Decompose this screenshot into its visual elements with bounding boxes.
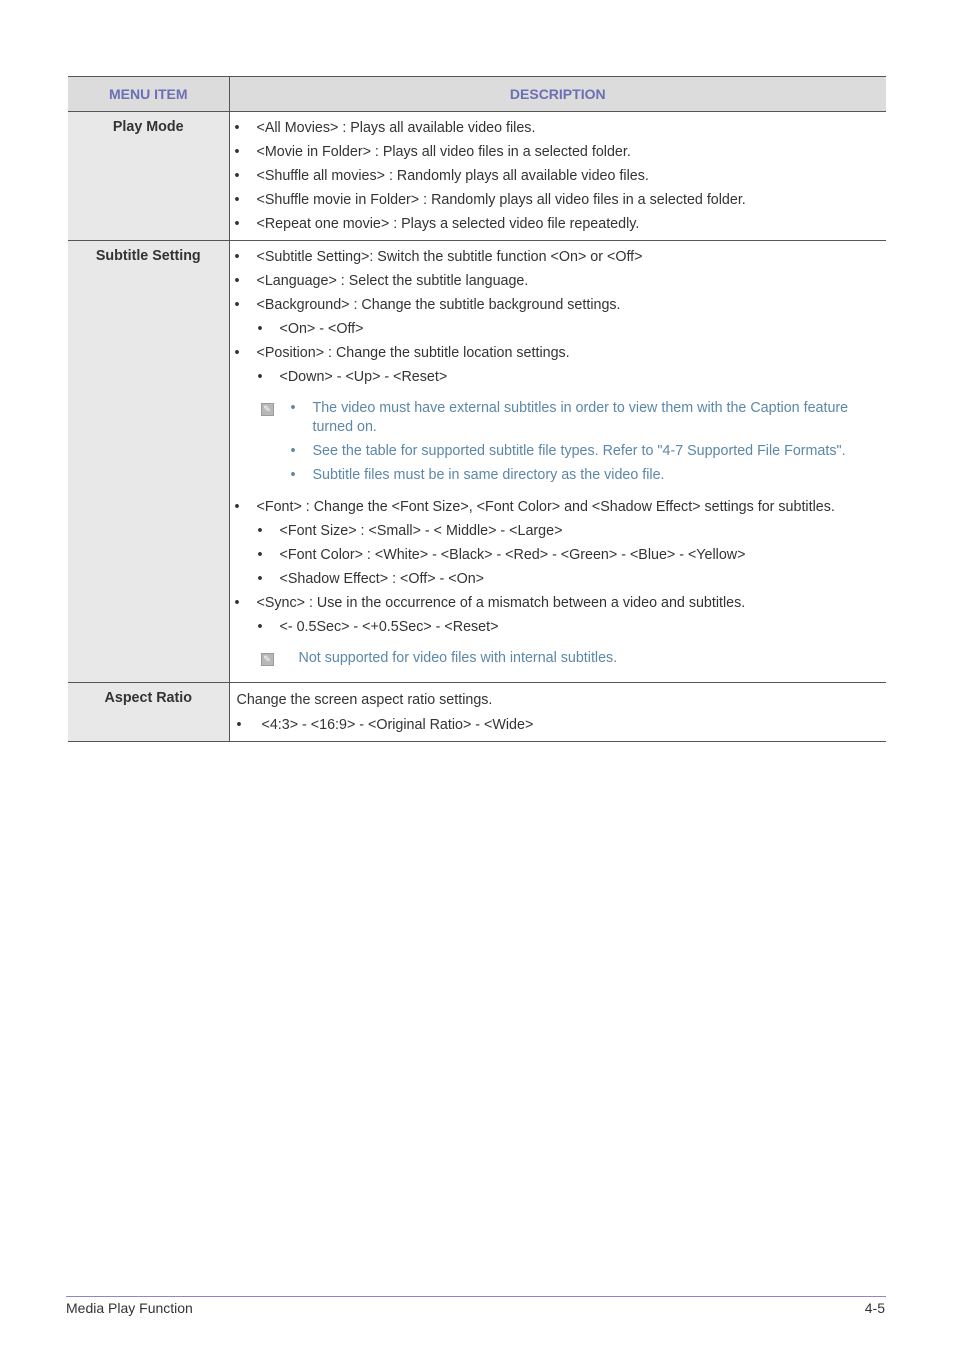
table-row-play-mode xyxy=(68,112,886,241)
list-item: • <Repeat one movie> : Plays a selected video file repeatedly. xyxy=(235,212,877,236)
list-item: • <All Movies> : Plays all available video files. xyxy=(235,116,877,140)
table-row-aspect-ratio xyxy=(68,683,886,742)
table-row-subtitle-setting xyxy=(68,241,886,683)
list-item: • <Subtitle Setting>: Switch the subtitle function <On> or <Off> xyxy=(235,245,877,269)
sub-list-item: • <Font Size> : <Small> - < Middle> - <Large> xyxy=(258,519,877,543)
menu-item-play-mode: Play Mode xyxy=(68,112,229,241)
description-intro: Change the screen aspect ratio settings. xyxy=(236,692,493,708)
list-item: • <Language> : Select the subtitle language. xyxy=(235,269,877,293)
footer-page-number: 4-5 xyxy=(864,1300,885,1316)
list-item: • <Sync> : Use in the occurrence of a mismatch between a video and subtitles. xyxy=(235,591,877,615)
note-box xyxy=(261,399,877,485)
header-menu-item: MENU ITEM xyxy=(68,77,229,112)
note-pencil-icon: ✎ xyxy=(261,653,274,666)
list-item: • <Shuffle movie in Folder> : Randomly plays all video files in a selected folder. xyxy=(235,188,877,212)
list-item: • <Font> : Change the <Font Size>, <Font Color> and <Shadow Effect> settings for subtitles. xyxy=(235,495,877,519)
list-item: • <Background> : Change the subtitle background settings. xyxy=(235,293,877,317)
note-item: • See the table for supported subtitle file types. Refer to "4-7 Supported File Formats". xyxy=(291,442,877,461)
footer-divider xyxy=(66,1296,886,1297)
menu-item-aspect-ratio: Aspect Ratio xyxy=(68,683,229,742)
note-pencil-icon: ✎ xyxy=(261,403,274,416)
description-play-mode xyxy=(229,112,886,241)
note-item: • Subtitle files must be in same directory as the video file. xyxy=(291,466,877,485)
header-description: DESCRIPTION xyxy=(229,77,886,112)
sub-list-item: • <On> - <Off> xyxy=(258,317,877,341)
menu-item-subtitle-setting: Subtitle Setting xyxy=(68,241,229,683)
sub-list-item: • <Down> - <Up> - <Reset> xyxy=(258,365,877,389)
table-header-row xyxy=(68,77,886,112)
footer-section-title: Media Play Function xyxy=(66,1300,193,1316)
note-box xyxy=(261,649,877,668)
description-subtitle-setting xyxy=(229,241,886,683)
sub-list-item: • <- 0.5Sec> - <+0.5Sec> - <Reset> xyxy=(258,615,877,639)
description-aspect-ratio xyxy=(229,683,886,742)
sub-list-item: • <Shadow Effect> : <Off> - <On> xyxy=(258,567,877,591)
sub-list-item: • <Font Color> : <White> - <Black> - <Red> - <Green> - <Blue> - <Yellow> xyxy=(258,543,877,567)
list-item: • <4:3> - <16:9> - <Original Ratio> - <Wide> xyxy=(237,713,877,737)
list-item: • <Shuffle all movies> : Randomly plays all available video files. xyxy=(235,164,877,188)
menu-table xyxy=(68,76,886,742)
note-item: • The video must have external subtitles in order to view them with the Caption feature turned on. xyxy=(291,399,877,437)
note-text: Not supported for video files with internal subtitles. xyxy=(298,650,618,666)
list-item: • <Position> : Change the subtitle location settings. xyxy=(235,341,877,365)
list-item: • <Movie in Folder> : Plays all video files in a selected folder. xyxy=(235,140,877,164)
